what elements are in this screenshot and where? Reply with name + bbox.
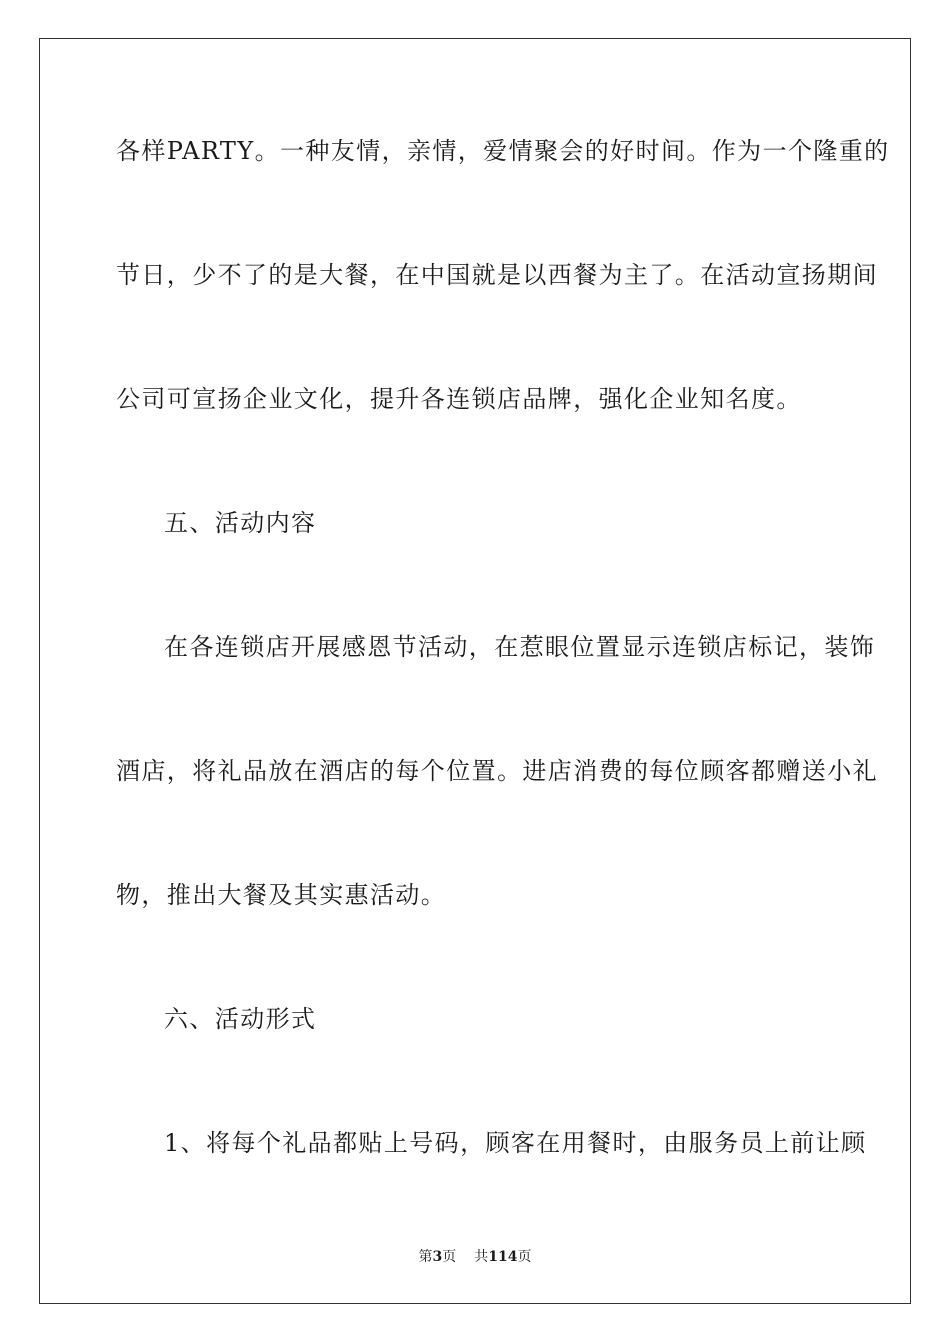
page-number: 3 xyxy=(432,1249,443,1265)
total-suffix: 页 xyxy=(517,1249,532,1265)
paragraph-line: 在各连锁店开展感恩节活动，在惹眼位置显示连锁店标记，装饰 xyxy=(164,633,876,661)
page-prefix: 第 xyxy=(418,1249,433,1265)
paragraph-line: 酒店，将礼品放在酒店的每个位置。进店消费的每位顾客都赠送小礼 xyxy=(116,757,878,785)
page-border xyxy=(39,38,911,1304)
section-heading-form: 六、活动形式 xyxy=(164,1005,317,1033)
total-pages: 114 xyxy=(488,1249,518,1265)
paragraph-line: 公司可宣扬企业文化，提升各连锁店品牌，强化企业知名度。 xyxy=(116,385,802,413)
page-suffix: 页 xyxy=(442,1249,457,1265)
total-prefix: 共 xyxy=(474,1249,489,1265)
section-heading-content: 五、活动内容 xyxy=(164,509,317,537)
paragraph-line: 节日，少不了的是大餐，在中国就是以西餐为主了。在活动宣扬期间 xyxy=(116,261,878,289)
page-footer xyxy=(0,1248,950,1266)
list-item-line: 1、将每个礼品都贴上号码，顾客在用餐时，由服务员上前让顾 xyxy=(164,1129,867,1157)
paragraph-line: 物，推出大餐及其实惠活动。 xyxy=(116,881,447,909)
paragraph-line: 各样PARTY。一种友情，亲情，爱情聚会的好时间。作为一个隆重的 xyxy=(116,137,890,165)
